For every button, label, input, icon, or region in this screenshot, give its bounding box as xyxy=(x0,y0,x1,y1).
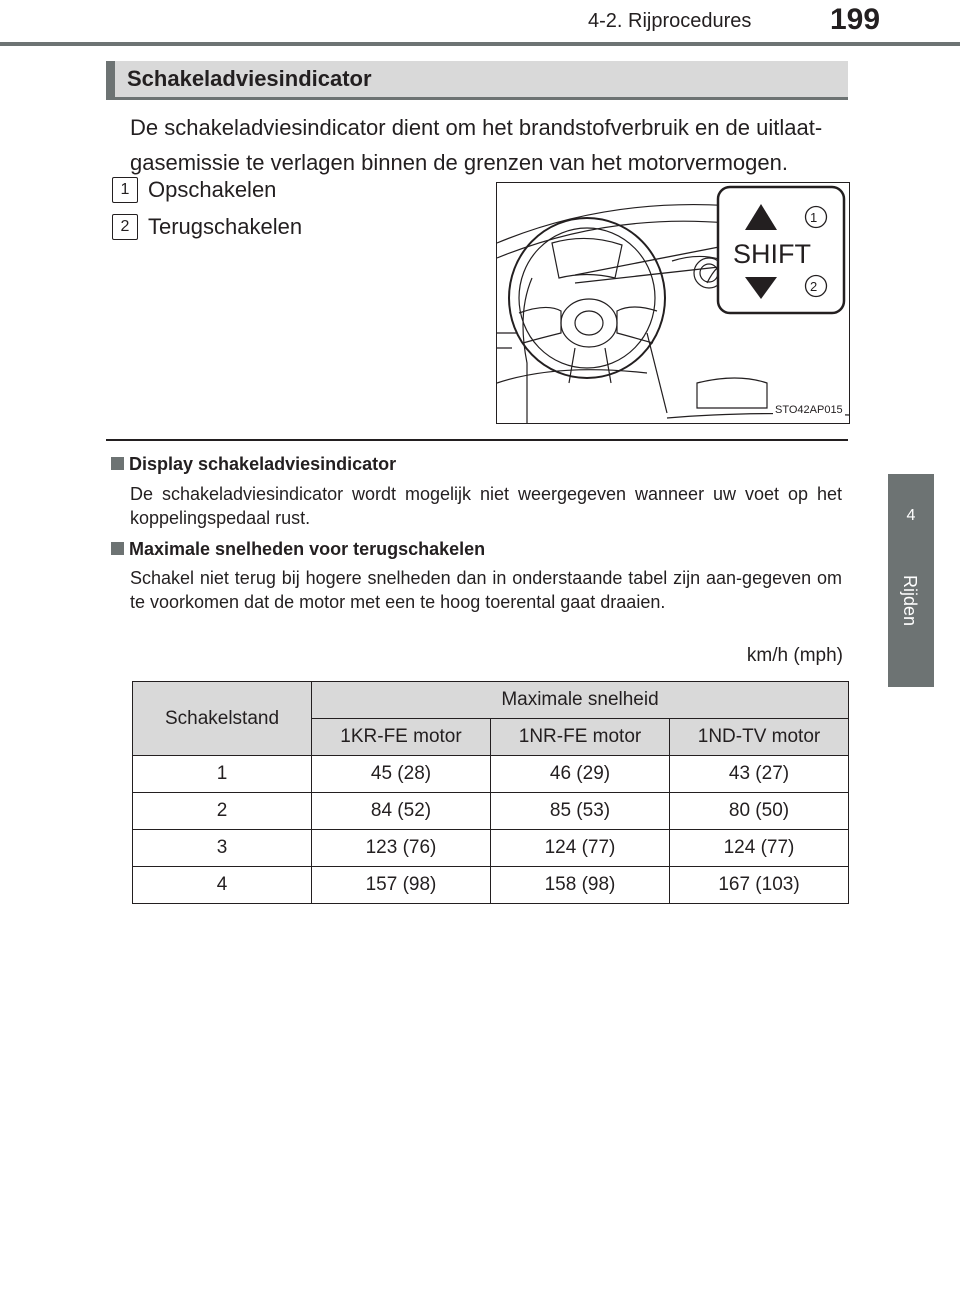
table-cell: 124 (77) xyxy=(491,830,670,867)
table-cell: 85 (53) xyxy=(491,793,670,830)
column-header-engine: 1ND-TV motor xyxy=(670,719,849,756)
list-item-label: Terugschakelen xyxy=(148,214,303,239)
table-cell: 84 (52) xyxy=(312,793,491,830)
chapter-tab-title: Rijden xyxy=(900,575,920,627)
section-title-bar xyxy=(106,61,848,100)
max-speed-table xyxy=(132,681,849,904)
table-cell: 3 xyxy=(133,830,312,867)
badge-down-number: 2 xyxy=(810,279,818,294)
dashboard-illustration xyxy=(496,182,850,424)
table-row xyxy=(133,756,849,793)
section-title: Schakeladviesindicator xyxy=(127,66,372,91)
table-cell: 1 xyxy=(133,756,312,793)
table-cell: 2 xyxy=(133,793,312,830)
column-header-engine: 1NR-FE motor xyxy=(491,719,670,756)
column-header-max-speed: Maximale snelheid xyxy=(312,682,849,719)
table-cell: 43 (27) xyxy=(670,756,849,793)
note-heading-speeds xyxy=(111,539,485,560)
table-cell: 157 (98) xyxy=(312,867,491,904)
intro-paragraph xyxy=(130,110,850,180)
table-cell: 123 (76) xyxy=(312,830,491,867)
note-body-display: De schakeladviesindicator wordt mogelijk niet weergegeven wanneer uw voet op het koppelingspedaal rust. xyxy=(130,484,842,528)
note-heading-text: Display schakeladviesindicator xyxy=(129,454,397,474)
section-header: 4-2. Rijprocedures xyxy=(588,10,752,32)
intro-line-2: gasemissie te verlagen binnen de grenzen van het motorvermogen. xyxy=(130,150,788,175)
chapter-tab-number[interactable]: 4 xyxy=(888,474,934,557)
intro-line-1: De schakeladviesindicator dient om het brandstofverbruik en de uitlaat- xyxy=(130,115,823,140)
section-title-accent xyxy=(106,61,115,100)
number-badge: 1 xyxy=(112,177,138,203)
table-cell: 4 xyxy=(133,867,312,904)
table-row xyxy=(133,830,849,867)
table-cell: 80 (50) xyxy=(670,793,849,830)
column-header-gear: Schakelstand xyxy=(133,682,312,756)
table-cell: 167 (103) xyxy=(670,867,849,904)
number-badge: 2 xyxy=(112,214,138,240)
table-unit: km/h (mph) xyxy=(746,645,843,666)
note-heading-text: Maximale snelheden voor terugschakelen xyxy=(129,539,486,559)
note-body-speeds: Schakel niet terug bij hogere snelheden dan in onderstaande tabel zijn aan-gegeven om te voorkomen dat de motor met een te hoog toerental gaat draaien. xyxy=(130,568,842,612)
list-item-upshift xyxy=(112,177,276,203)
figure-code: STO42AP015 xyxy=(775,404,843,416)
section-divider xyxy=(106,439,848,441)
note-heading-display xyxy=(111,454,396,475)
table-row xyxy=(133,793,849,830)
column-header-engine: 1KR-FE motor xyxy=(312,719,491,756)
list-item-downshift xyxy=(112,214,302,240)
table-cell: 46 (29) xyxy=(491,756,670,793)
list-item-label: Opschakelen xyxy=(148,177,277,202)
header-rule xyxy=(0,42,960,46)
badge-up-number: 1 xyxy=(810,210,818,225)
bullet-square-icon xyxy=(111,457,124,470)
dashboard-drawing xyxy=(497,183,849,423)
table-cell: 124 (77) xyxy=(670,830,849,867)
bullet-square-icon xyxy=(111,542,124,555)
table-row xyxy=(133,867,849,904)
chapter-tab[interactable] xyxy=(888,557,934,687)
page-number: 199 xyxy=(830,3,881,36)
shift-label: SHIFT xyxy=(733,239,811,269)
table-cell: 158 (98) xyxy=(491,867,670,904)
table-cell: 45 (28) xyxy=(312,756,491,793)
